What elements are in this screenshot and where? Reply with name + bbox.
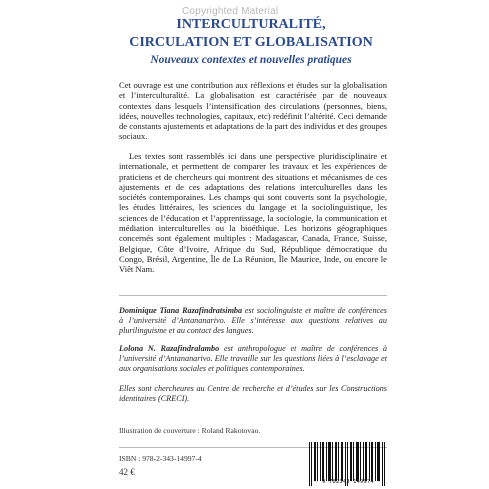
isbn-label: ISBN : 978-2-343-14997-4	[119, 454, 202, 463]
book-back-cover	[111, 0, 391, 489]
author-bio-2	[119, 344, 387, 373]
summary-paragraph-1: Cet ouvrage est une contribution aux réflexions et études sur la globalisation et l’interculturalité. La globalisation est caractérisée par de nouveaux contextes dans lesquels l’intensification des circulations (personnes, biens, idées, nouvelles technologies, capitaux, etc) redéfinit l’altérité. Ceci demande de constants ajustements et adaptations de la part des individus et des groupes sociaux.	[119, 80, 387, 142]
author-bio-1	[119, 306, 387, 335]
summary-paragraph-2: Les textes sont rassemblés ici dans une perspective pluridisciplinaire et internationale, et permettent de comparer les travaux et les expériences de praticiens et de chercheurs qui montrent des situations et mécanismes de ces ajustements et de ces adaptations des relations interculturelles dans les sociétés contemporaines. Les champs qui sont couverts sont la psychologie, les études littéraires, les sciences du langage et la sociolinguistique, les sciences de l’éducation et l’apprentissage, la sociologie, la communication et médiation interculturelles ou la bioéthique. Les horizons géographiques concernés sont également multiples : Madagascar, Canada, France, Suisse, Belgique, Côte d’Ivoire, Afrique du Sud, République démocratique du Congo, Brésil, Argentine, Île de La Réunion, Île Maurice, Inde, ou encore le Viêt Nam.	[119, 151, 387, 275]
author-bio-2-text: est anthropologue et maître de conférences à l’université d’Antananarivo. Elle travaille sur les questions liées à l’esclavage et aux organisations sociales et politiques contemporaines.	[119, 344, 387, 373]
book-subtitle: Nouveaux contextes et nouvelles pratiques	[150, 54, 352, 66]
author-bio-1-text: est sociolinguiste et maître de conférences à l’université d’Antananarivo. Elle s’intéresse aux questions relatives au plurilinguisme et au contact des langues.	[119, 306, 387, 335]
divider-top	[119, 295, 387, 296]
barcode-number: 9 782343 149974	[322, 479, 374, 485]
title-line-2: CIRCULATION ET GLOBALISATION	[129, 35, 373, 50]
author-name-2: Lolona N. Razafindralambo	[119, 344, 220, 353]
authors-affiliation: Elles sont chercheures au Centre de recherche et d’études sur les Constructions identitaires (CRECI).	[119, 384, 387, 403]
title-line-1: INTERCULTURALITÉ,	[176, 17, 326, 32]
author-name-1: Dominique Tiana Razafindratsimba	[119, 306, 243, 315]
copyright-watermark: Copyrighted Material	[182, 6, 279, 17]
book-title	[111, 16, 391, 52]
cover-illustration-credit: Illustration de couverture : Roland Rakotovao.	[119, 426, 261, 435]
price-label: 42 €	[119, 467, 135, 477]
